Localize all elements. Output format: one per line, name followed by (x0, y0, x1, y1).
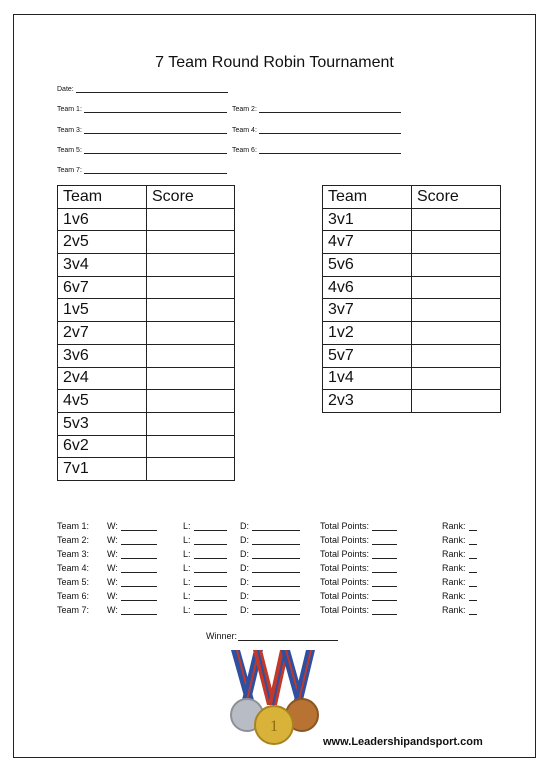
total-points-field-label: Total Points: (320, 605, 370, 615)
total-points-field[interactable] (320, 591, 397, 601)
score-header: Score (412, 186, 501, 209)
total-points-field[interactable] (320, 563, 397, 573)
total-points-field-label: Total Points: (320, 563, 370, 573)
score-header: Score (147, 186, 235, 209)
table-row (323, 344, 501, 367)
losses-field-line[interactable] (194, 606, 227, 615)
total-points-field-label: Total Points: (320, 549, 370, 559)
losses-field-label: L: (183, 577, 191, 587)
losses-field-label: L: (183, 535, 191, 545)
team-name-label: Team 7: (57, 605, 90, 615)
team-name (57, 535, 89, 545)
team6-field[interactable] (232, 146, 401, 154)
table-row (58, 208, 235, 231)
match-cell: 4v7 (323, 231, 412, 254)
losses-field-line[interactable] (194, 578, 227, 587)
score-cell[interactable] (147, 322, 235, 345)
team6-line[interactable] (259, 146, 401, 154)
table-row (323, 322, 501, 345)
table-row (323, 390, 501, 413)
score-cell[interactable] (147, 458, 235, 481)
team5-line[interactable] (84, 146, 227, 154)
wins-field[interactable] (107, 577, 157, 587)
schedule-table-left (57, 185, 235, 481)
wins-field-line[interactable] (121, 564, 157, 573)
wins-field[interactable] (107, 535, 157, 545)
score-cell[interactable] (147, 299, 235, 322)
score-cell[interactable] (147, 276, 235, 299)
draws-field[interactable] (240, 591, 300, 601)
total-points-field[interactable] (320, 577, 397, 587)
score-cell[interactable] (412, 344, 501, 367)
team4-field[interactable] (232, 126, 401, 134)
match-cell: 3v7 (323, 299, 412, 322)
match-cell: 2v4 (58, 367, 147, 390)
match-cell: 1v5 (58, 299, 147, 322)
team4-label: Team 4: (232, 127, 257, 134)
match-cell: 2v5 (58, 231, 147, 254)
draws-field-label: D: (240, 577, 249, 587)
team1-label: Team 1: (57, 106, 82, 113)
table-row (323, 299, 501, 322)
team1-line[interactable] (84, 105, 227, 113)
losses-field[interactable] (183, 577, 227, 587)
team7-label: Team 7: (57, 167, 82, 174)
wins-field-line[interactable] (121, 522, 157, 531)
table-row (58, 367, 235, 390)
losses-field[interactable] (183, 605, 227, 615)
losses-field-line[interactable] (194, 536, 227, 545)
table-header-row (58, 186, 235, 209)
draws-field[interactable] (240, 577, 300, 587)
team3-label: Team 3: (57, 127, 82, 134)
score-cell[interactable] (147, 254, 235, 277)
draws-field-label: D: (240, 563, 249, 573)
team-name (57, 549, 89, 559)
match-cell: 4v6 (323, 276, 412, 299)
team1-field[interactable] (57, 105, 227, 113)
losses-field-label: L: (183, 591, 191, 601)
score-cell[interactable] (412, 390, 501, 413)
total-points-field-line[interactable] (372, 578, 397, 587)
page-title: 7 Team Round Robin Tournament (155, 54, 394, 71)
total-points-field[interactable] (320, 605, 397, 615)
rank-field-label: Rank: (442, 591, 466, 601)
draws-field[interactable] (240, 605, 300, 615)
team7-line[interactable] (84, 166, 227, 174)
match-cell: 6v7 (58, 276, 147, 299)
ribbons (231, 650, 315, 705)
wins-field-label: W: (107, 521, 118, 531)
schedule-left-body (58, 208, 235, 480)
team-name (57, 563, 89, 573)
rank-field-label: Rank: (442, 521, 466, 531)
match-cell: 1v2 (323, 322, 412, 345)
rank-field-line[interactable] (469, 578, 477, 587)
team2-field[interactable] (232, 105, 401, 113)
table-row (58, 231, 235, 254)
wins-field[interactable] (107, 563, 157, 573)
total-points-field-line[interactable] (372, 550, 397, 559)
rank-field-label: Rank: (442, 605, 466, 615)
score-cell[interactable] (412, 367, 501, 390)
winner-field[interactable] (206, 631, 338, 641)
losses-field[interactable] (183, 563, 227, 573)
score-cell[interactable] (147, 208, 235, 231)
losses-field-label: L: (183, 563, 191, 573)
draws-field-label: D: (240, 549, 249, 559)
match-cell: 2v3 (323, 390, 412, 413)
score-cell[interactable] (147, 435, 235, 458)
table-row (58, 390, 235, 413)
total-points-field[interactable] (320, 521, 397, 531)
score-cell[interactable] (147, 344, 235, 367)
rank-field[interactable] (442, 577, 477, 587)
rank-field[interactable] (442, 535, 477, 545)
total-points-field-label: Total Points: (320, 521, 370, 531)
rank-field[interactable] (442, 605, 477, 615)
match-cell: 6v2 (58, 435, 147, 458)
team-name (57, 577, 89, 587)
rank-field[interactable] (442, 521, 477, 531)
rank-field-line[interactable] (469, 592, 477, 601)
table-row (58, 299, 235, 322)
wins-field-line[interactable] (121, 578, 157, 587)
total-points-field-line[interactable] (372, 564, 397, 573)
match-cell: 7v1 (58, 458, 147, 481)
match-cell: 4v5 (58, 390, 147, 413)
team5-field[interactable] (57, 146, 227, 154)
rank-field-label: Rank: (442, 563, 466, 573)
team4-line[interactable] (259, 126, 401, 134)
team-name (57, 521, 89, 531)
team-name (57, 605, 89, 615)
total-points-field-line[interactable] (372, 606, 397, 615)
match-cell: 3v1 (323, 208, 412, 231)
wins-field-label: W: (107, 549, 118, 559)
table-row (58, 254, 235, 277)
total-points-field-label: Total Points: (320, 591, 370, 601)
wins-field-label: W: (107, 563, 118, 573)
losses-field[interactable] (183, 521, 227, 531)
schedule-right-body (323, 208, 501, 412)
table-row (58, 276, 235, 299)
match-cell: 2v7 (58, 322, 147, 345)
rank-field-line[interactable] (469, 522, 477, 531)
table-row (58, 435, 235, 458)
total-points-field-line[interactable] (372, 522, 397, 531)
team-name (57, 591, 89, 601)
winner-label: Winner: (206, 631, 238, 641)
wins-field[interactable] (107, 591, 157, 601)
match-cell: 1v4 (323, 367, 412, 390)
medals-illustration (226, 650, 326, 748)
total-points-field-label: Total Points: (320, 577, 370, 587)
team-name-label: Team 5: (57, 577, 90, 587)
losses-field-label: L: (183, 521, 191, 531)
match-cell: 1v6 (58, 208, 147, 231)
team3-field[interactable] (57, 126, 227, 134)
match-cell: 3v6 (58, 344, 147, 367)
team-header: Team (323, 186, 412, 209)
match-cell: 5v7 (323, 344, 412, 367)
rank-field-line[interactable] (469, 536, 477, 545)
wins-field-line[interactable] (121, 536, 157, 545)
draws-field-line[interactable] (252, 522, 300, 531)
score-cell[interactable] (412, 231, 501, 254)
team5-label: Team 5: (57, 147, 82, 154)
wins-field[interactable] (107, 605, 157, 615)
rank-field-line[interactable] (469, 550, 477, 559)
team6-label: Team 6: (232, 147, 257, 154)
total-points-field-line[interactable] (372, 592, 397, 601)
table-header-row (323, 186, 501, 209)
rank-field-label: Rank: (442, 577, 466, 587)
team3-line[interactable] (84, 126, 227, 134)
team-header: Team (58, 186, 147, 209)
team-name-label: Team 1: (57, 521, 90, 531)
rank-field-label: Rank: (442, 549, 466, 559)
medal-number: 1 (270, 718, 278, 735)
losses-field-line[interactable] (194, 592, 227, 601)
match-cell: 5v3 (58, 412, 147, 435)
losses-field[interactable] (183, 535, 227, 545)
table-row (58, 322, 235, 345)
total-points-field[interactable] (320, 535, 397, 545)
date-field[interactable] (57, 85, 228, 93)
team-name-label: Team 2: (57, 535, 90, 545)
losses-field-line[interactable] (194, 522, 227, 531)
rank-field[interactable] (442, 591, 477, 601)
score-cell[interactable] (147, 367, 235, 390)
team2-label: Team 2: (232, 106, 257, 113)
draws-field-label: D: (240, 521, 249, 531)
score-cell[interactable] (147, 390, 235, 413)
schedule-table-right (322, 185, 501, 413)
score-cell[interactable] (412, 276, 501, 299)
table-row (323, 276, 501, 299)
table-row (323, 231, 501, 254)
team-name-label: Team 4: (57, 563, 90, 573)
team7-field[interactable] (57, 166, 227, 174)
total-points-field-label: Total Points: (320, 535, 370, 545)
losses-field-line[interactable] (194, 564, 227, 573)
rank-field-label: Rank: (442, 535, 466, 545)
draws-field[interactable] (240, 521, 300, 531)
score-cell[interactable] (412, 208, 501, 231)
table-row (323, 254, 501, 277)
winner-line[interactable] (238, 632, 338, 641)
wins-field-line[interactable] (121, 592, 157, 601)
wins-field[interactable] (107, 549, 157, 559)
losses-field-label: L: (183, 605, 191, 615)
draws-field-label: D: (240, 605, 249, 615)
losses-field-label: L: (183, 549, 191, 559)
table-row (323, 208, 501, 231)
wins-field[interactable] (107, 521, 157, 531)
wins-field-line[interactable] (121, 550, 157, 559)
score-cell[interactable] (412, 299, 501, 322)
score-cell[interactable] (412, 254, 501, 277)
rank-field[interactable] (442, 563, 477, 573)
draws-field[interactable] (240, 535, 300, 545)
draws-field-line[interactable] (252, 578, 300, 587)
rank-field-line[interactable] (469, 564, 477, 573)
losses-field-line[interactable] (194, 550, 227, 559)
date-label: Date: (57, 86, 74, 93)
total-points-field-line[interactable] (372, 536, 397, 545)
draws-field-line[interactable] (252, 536, 300, 545)
rank-field-line[interactable] (469, 606, 477, 615)
total-points-field[interactable] (320, 549, 397, 559)
team-name-label: Team 6: (57, 591, 90, 601)
wins-field-label: W: (107, 591, 118, 601)
score-cell[interactable] (147, 231, 235, 254)
score-cell[interactable] (412, 322, 501, 345)
website-url[interactable]: www.Leadershipandsport.com (323, 736, 483, 748)
wins-field-line[interactable] (121, 606, 157, 615)
losses-field[interactable] (183, 549, 227, 559)
losses-field[interactable] (183, 591, 227, 601)
wins-field-label: W: (107, 535, 118, 545)
draws-field-line[interactable] (252, 592, 300, 601)
score-cell[interactable] (147, 412, 235, 435)
team2-line[interactable] (259, 105, 401, 113)
table-row (58, 344, 235, 367)
team-name-label: Team 3: (57, 549, 90, 559)
draws-field-label: D: (240, 535, 249, 545)
match-cell: 3v4 (58, 254, 147, 277)
table-row (323, 367, 501, 390)
draws-field-label: D: (240, 591, 249, 601)
date-line[interactable] (76, 85, 228, 93)
draws-field[interactable] (240, 563, 300, 573)
table-row (58, 412, 235, 435)
draws-field-line[interactable] (252, 550, 300, 559)
match-cell: 5v6 (323, 254, 412, 277)
draws-field-line[interactable] (252, 606, 300, 615)
wins-field-label: W: (107, 605, 118, 615)
rank-field[interactable] (442, 549, 477, 559)
draws-field-line[interactable] (252, 564, 300, 573)
table-row (58, 458, 235, 481)
draws-field[interactable] (240, 549, 300, 559)
wins-field-label: W: (107, 577, 118, 587)
